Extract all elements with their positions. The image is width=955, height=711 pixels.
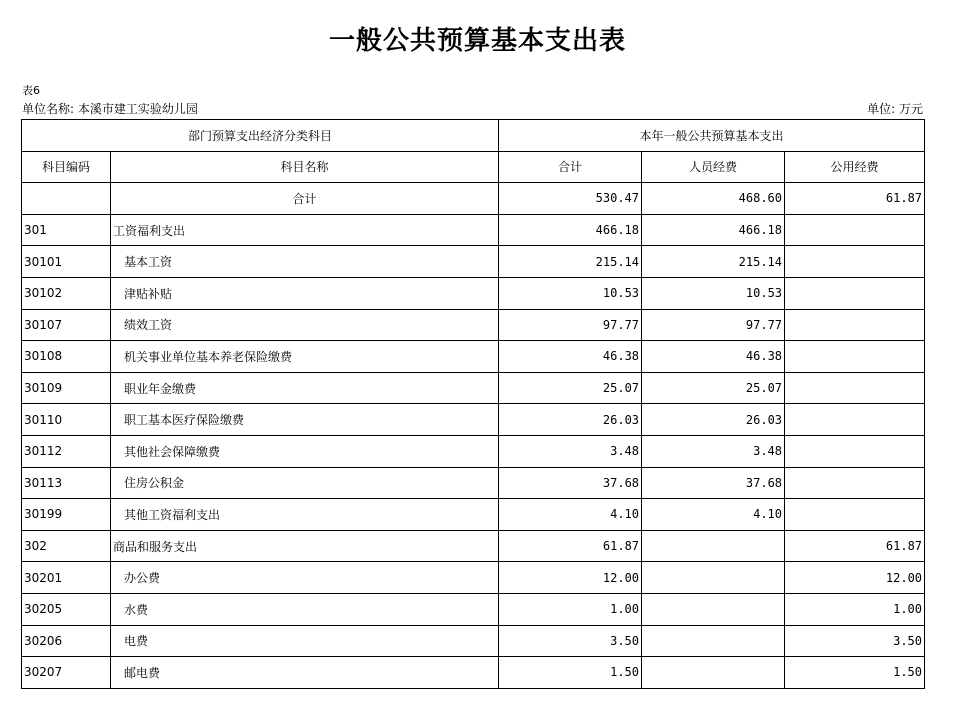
table-row bbox=[22, 372, 925, 404]
cell-total: 530.47 bbox=[499, 183, 642, 215]
cell-name: 商品和服务支出 bbox=[111, 530, 499, 562]
header-basic-expenditure: 本年一般公共预算基本支出 bbox=[499, 120, 925, 152]
cell-name: 津贴补贴 bbox=[111, 277, 499, 309]
cell-public bbox=[785, 404, 925, 436]
cell-personnel bbox=[642, 562, 785, 594]
cell-name: 基本工资 bbox=[111, 246, 499, 278]
header-row-group bbox=[22, 120, 925, 152]
header-economic-classification: 部门预算支出经济分类科目 bbox=[22, 120, 499, 152]
cell-code: 30107 bbox=[22, 309, 111, 341]
cell-code: 301 bbox=[22, 214, 111, 246]
cell-personnel bbox=[642, 530, 785, 562]
cell-name: 水费 bbox=[111, 593, 499, 625]
cell-public bbox=[785, 435, 925, 467]
cell-code: 30112 bbox=[22, 435, 111, 467]
cell-name: 住房公积金 bbox=[111, 467, 499, 499]
cell-personnel bbox=[642, 625, 785, 657]
table-row bbox=[22, 657, 925, 689]
cell-total: 61.87 bbox=[499, 530, 642, 562]
cell-total: 3.50 bbox=[499, 625, 642, 657]
cell-personnel: 37.68 bbox=[642, 467, 785, 499]
table-row bbox=[22, 214, 925, 246]
cell-public: 61.87 bbox=[785, 183, 925, 215]
cell-name: 邮电费 bbox=[111, 657, 499, 689]
table-row bbox=[22, 530, 925, 562]
cell-personnel: 468.60 bbox=[642, 183, 785, 215]
cell-total: 25.07 bbox=[499, 372, 642, 404]
cell-code: 30113 bbox=[22, 467, 111, 499]
table-row bbox=[22, 341, 925, 373]
cell-name: 机关事业单位基本养老保险缴费 bbox=[111, 341, 499, 373]
cell-public: 1.50 bbox=[785, 657, 925, 689]
cell-personnel: 46.38 bbox=[642, 341, 785, 373]
cell-public bbox=[785, 341, 925, 373]
cell-personnel: 4.10 bbox=[642, 499, 785, 531]
cell-personnel: 466.18 bbox=[642, 214, 785, 246]
table-row bbox=[22, 246, 925, 278]
unit-name-label: 单位名称: 本溪市建工实验幼儿园 bbox=[22, 102, 198, 116]
cell-code: 30199 bbox=[22, 499, 111, 531]
cell-code: 30110 bbox=[22, 404, 111, 436]
cell-personnel: 215.14 bbox=[642, 246, 785, 278]
table-row bbox=[22, 499, 925, 531]
cell-public: 12.00 bbox=[785, 562, 925, 594]
table-row bbox=[22, 183, 925, 215]
currency-unit-label: 单位: 万元 bbox=[867, 102, 923, 116]
cell-total: 46.38 bbox=[499, 341, 642, 373]
cell-code: 30108 bbox=[22, 341, 111, 373]
cell-name: 合计 bbox=[111, 183, 499, 215]
cell-name: 其他工资福利支出 bbox=[111, 499, 499, 531]
header-code: 科目编码 bbox=[22, 151, 111, 183]
cell-total: 26.03 bbox=[499, 404, 642, 436]
header-total: 合计 bbox=[499, 151, 642, 183]
cell-total: 3.48 bbox=[499, 435, 642, 467]
cell-name: 工资福利支出 bbox=[111, 214, 499, 246]
cell-personnel: 25.07 bbox=[642, 372, 785, 404]
header-row-columns bbox=[22, 151, 925, 183]
cell-personnel bbox=[642, 593, 785, 625]
cell-public bbox=[785, 277, 925, 309]
cell-personnel: 26.03 bbox=[642, 404, 785, 436]
cell-total: 12.00 bbox=[499, 562, 642, 594]
cell-name: 职工基本医疗保险缴费 bbox=[111, 404, 499, 436]
budget-table bbox=[21, 119, 925, 689]
table-row bbox=[22, 277, 925, 309]
table-row bbox=[22, 625, 925, 657]
cell-code: 30205 bbox=[22, 593, 111, 625]
cell-code: 30206 bbox=[22, 625, 111, 657]
table-row bbox=[22, 593, 925, 625]
cell-name: 职业年金缴费 bbox=[111, 372, 499, 404]
cell-personnel: 97.77 bbox=[642, 309, 785, 341]
cell-public bbox=[785, 214, 925, 246]
cell-public bbox=[785, 309, 925, 341]
cell-total: 215.14 bbox=[499, 246, 642, 278]
cell-personnel bbox=[642, 657, 785, 689]
cell-code: 30207 bbox=[22, 657, 111, 689]
cell-public: 61.87 bbox=[785, 530, 925, 562]
cell-total: 1.50 bbox=[499, 657, 642, 689]
table-number: 表6 bbox=[22, 84, 40, 97]
cell-total: 4.10 bbox=[499, 499, 642, 531]
table-row bbox=[22, 309, 925, 341]
table-row bbox=[22, 562, 925, 594]
cell-total: 1.00 bbox=[499, 593, 642, 625]
cell-name: 绩效工资 bbox=[111, 309, 499, 341]
table-row bbox=[22, 404, 925, 436]
cell-code: 30102 bbox=[22, 277, 111, 309]
table-row bbox=[22, 435, 925, 467]
cell-total: 97.77 bbox=[499, 309, 642, 341]
cell-code bbox=[22, 183, 111, 215]
cell-name: 其他社会保障缴费 bbox=[111, 435, 499, 467]
cell-code: 30201 bbox=[22, 562, 111, 594]
cell-code: 30109 bbox=[22, 372, 111, 404]
cell-public bbox=[785, 467, 925, 499]
cell-total: 466.18 bbox=[499, 214, 642, 246]
cell-code: 30101 bbox=[22, 246, 111, 278]
cell-public bbox=[785, 372, 925, 404]
cell-name: 电费 bbox=[111, 625, 499, 657]
header-personnel: 人员经费 bbox=[642, 151, 785, 183]
cell-total: 37.68 bbox=[499, 467, 642, 499]
cell-personnel: 3.48 bbox=[642, 435, 785, 467]
cell-name: 办公费 bbox=[111, 562, 499, 594]
cell-total: 10.53 bbox=[499, 277, 642, 309]
header-public: 公用经费 bbox=[785, 151, 925, 183]
table-row bbox=[22, 467, 925, 499]
page-title: 一般公共预算基本支出表 bbox=[328, 26, 626, 56]
cell-public bbox=[785, 246, 925, 278]
cell-code: 302 bbox=[22, 530, 111, 562]
header-name: 科目名称 bbox=[111, 151, 499, 183]
cell-public bbox=[785, 499, 925, 531]
cell-personnel: 10.53 bbox=[642, 277, 785, 309]
cell-public: 3.50 bbox=[785, 625, 925, 657]
cell-public: 1.00 bbox=[785, 593, 925, 625]
